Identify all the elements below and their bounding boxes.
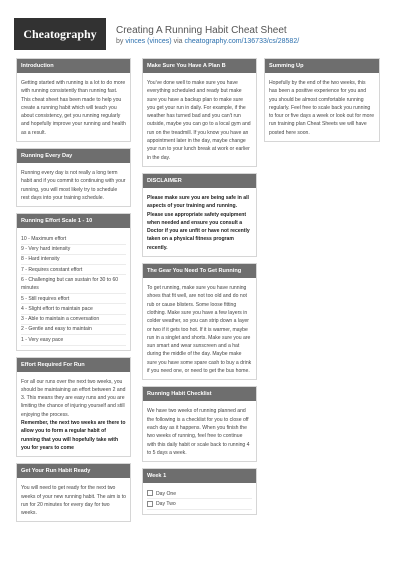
effort-scale-item: 10 - Maximum effort	[21, 234, 126, 244]
summing-up-box	[264, 58, 380, 142]
introduction-text: Getting started with running is a lot to do more with running consistently than running fast. This cheat sheet has been made to help you create a running habit which will teach you about consistency, get you running regularly and hopefully improve your running and health as a result.	[21, 80, 126, 136]
introduction-box	[16, 58, 131, 142]
gear-box	[142, 263, 257, 380]
checklist-item-label: Day Two	[156, 500, 176, 507]
disclaimer-heading: DISCLAIMER	[143, 174, 256, 188]
effort-required-text: For all our runs over the next two weeks, you should be maintaining an effort between 2 and 3. This means they are easy runs and you are limiting the chance of injuring yourself and still enjoying the process.	[21, 378, 126, 418]
get-ready-text: You will need to get ready for the next two weeks of your new running habit. The aim is to run for 20 minutes for every day for two weeks.	[21, 485, 126, 517]
introduction-heading: Introduction	[17, 59, 130, 73]
checklist-heading: Running Habit Checklist	[143, 387, 256, 401]
disclaimer-box	[142, 173, 257, 257]
checkbox[interactable]	[147, 490, 153, 496]
plan-b-box	[142, 58, 257, 167]
checkbox[interactable]	[147, 501, 153, 507]
plan-b-text: You've done well to make sure you have everything scheduled and ready but make sure you have a backup plan to make sure you get your run in daily. For example, if the weather has turned bad and you can't run outside, maybe you can go to a local gym and run on the treadmill. If you know you have an appointment later in the day, maybe change your run to your lunch break at work or earlier in the day.	[147, 80, 251, 161]
running-every-day-text: Running every day is not really a long term habit and if you commit to continuing with your running, you will most likely try to schedule rest days into your training schedule.	[21, 170, 126, 201]
gear-heading: The Gear You Need To Get Running	[143, 264, 256, 278]
effort-scale-box	[16, 213, 131, 350]
checklist-text: We have two weeks of running planned and the following is a checklist for you to close off each day as it happens. When you finish the two weeks of running, feel free to continue with this daily habit or scale back to running 4 to 5 days a week.	[147, 408, 250, 456]
checklist-item-label: Day One	[156, 490, 177, 497]
byline-via: via	[171, 38, 185, 45]
effort-required-emphasis: Remember, the next two weeks are there to allow you to form a regular habit of running that you will hopefully take with you for years to come	[21, 420, 126, 451]
effort-scale-item: 2 - Gentle and easy to maintain	[21, 325, 126, 335]
running-every-day-heading: Running Every Day	[17, 149, 130, 163]
get-ready-heading: Get Your Run Habit Ready	[17, 464, 130, 478]
column-left	[16, 58, 131, 528]
effort-required-heading: Effort Required For Run	[17, 358, 130, 372]
effort-scale-item: 1 - Very easy pace	[21, 335, 126, 345]
effort-scale-item: 5 - Still requires effort	[21, 294, 126, 304]
byline-prefix: by	[116, 38, 126, 45]
summing-up-text: Hopefully by the end of the two weeks, this has been a positive experience for you and you should be almost comfortable running regularly. Feel free to scale back you running to four or five days a week or look out for more run training plan Cheat Sheets we will have posted here soon.	[269, 80, 375, 136]
running-every-day-box	[16, 148, 131, 207]
page-title: Creating A Running Habit Cheat Sheet	[116, 25, 287, 36]
gear-text: To get running, make sure you have running shoes that fit well, are not too old and do not rub or cause blisters. Some loose fitting clothing. Make sure you have a few layers in colder weather, so you can strip down a layer or two if it gets too hot. If it is warmer, maybe run in a singlet and shorts. Make sure you are sun smart and wear sunscreen and a hat during the middle of the day. Maybe make sure you have some spare cash to buy a drink if you need one, or need to get the bus home.	[147, 285, 252, 375]
checklist-item	[147, 499, 252, 509]
checklist-item	[147, 489, 252, 499]
column-right	[264, 58, 380, 148]
sheet-url-link[interactable]: cheatography.com/136733/cs/28582/	[184, 38, 300, 45]
plan-b-heading: Make Sure You Have A Plan B	[143, 59, 256, 73]
effort-scale-item: 6 - Challenging but can sustain for 30 to 60 minutes	[21, 275, 126, 294]
effort-required-box	[16, 357, 131, 458]
page-header	[0, 0, 400, 58]
effort-scale-item: 9 - Very hard intensity	[21, 245, 126, 255]
column-middle	[142, 58, 257, 521]
byline	[116, 38, 299, 45]
cheatography-logo[interactable]: Cheatography	[14, 18, 106, 50]
week-1-heading: Week 1	[143, 469, 256, 483]
disclaimer-text: Please make sure you are being safe in all aspects of your training and running. Please use appropriate safety equipment when needed and ensure you consult a Doctor if you are unfit or have not recently taken on a physical fitness program recently.	[147, 194, 250, 251]
author-link[interactable]: vinces (vinces)	[125, 38, 172, 45]
effort-scale-item: 3 - Able to maintain a conversation	[21, 315, 126, 325]
checklist-box	[142, 386, 257, 462]
effort-scale-item: 7 - Requires constant effort	[21, 265, 126, 275]
effort-scale-item: 8 - Hard intensity	[21, 255, 126, 265]
week-1-box	[142, 468, 257, 515]
effort-scale-heading: Running Effort Scale 1 - 10	[17, 214, 130, 228]
get-ready-box	[16, 463, 131, 522]
effort-scale-item: 4 - Slight effort to maintain pace	[21, 304, 126, 314]
summing-up-heading: Summing Up	[265, 59, 379, 73]
